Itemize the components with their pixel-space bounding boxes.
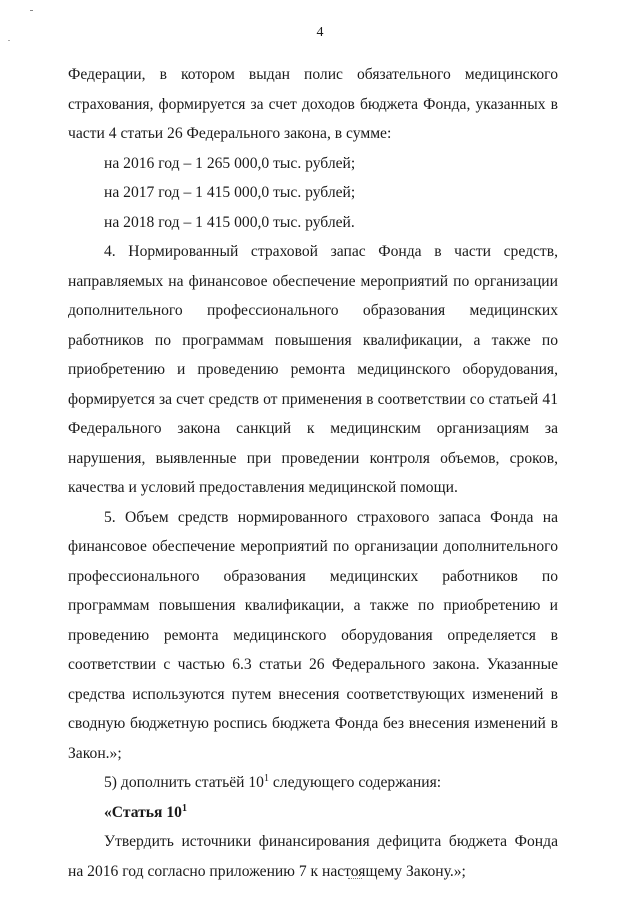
document-body [68, 60, 558, 886]
paragraph-continuation: Федерации, в котором выдан полис обязательного медицинского страхования, формируется за счет доходов бюджета Фонда, указанных в части 4 статьи 26 Федерального закона, в сумме: [68, 66, 558, 142]
amount-line-2017: на 2017 год – 1 415 000,0 тыс. рублей; [104, 184, 356, 201]
superscript: 1 [263, 772, 269, 784]
paragraph-5: 5. Объем средств нормированного страхового запаса Фонда на финансовое обеспечение мероприятий по организации дополнительного профессионального образования медицинских работников по программам повышения квалификации, а также по приобретению и проведению ремонта медицинского оборудования определяется в соответствии с частью 6.3 статьи 26 Федерального закона. Указанные средства используются путем внесения соответствующих изменений в сводную бюджетную роспись бюджета Фонда без внесения изменений в Закон.»; [68, 508, 558, 762]
superscript: 1 [181, 802, 187, 814]
scan-artifact [30, 10, 33, 11]
amount-line-2018: на 2018 год – 1 415 000,0 тыс. рублей. [104, 213, 355, 231]
paragraph-4: 4. Нормированный страховой запас Фонда в части средств, направляемых на финансовое обеспечение мероприятий по организации дополнительного профессионального образования медицинских работников по программам повышения квалификации, а также по приобретению и проведению ремонта медицинского оборудования, формируется за счет средств от применения в соответствии со статьей 41 Федерального закона санкций к медицинским организациям за нарушения, выявленные при проведении контроля объемов, сроков, качества и условий предоставления медицинской помощи. [68, 243, 558, 496]
article-heading-text: «Статья 10 [104, 803, 182, 821]
article-text: Утвердить источники финансирования дефицита бюджета Фонда на 2016 год согласно приложению 7 к настоящему Закону.»; [68, 833, 558, 880]
amount-line-2016: на 2016 год – 1 265 000,0 тыс. рублей; [104, 154, 356, 172]
page-number: 4 [316, 25, 324, 40]
article-heading [68, 798, 558, 828]
supplement-line [68, 768, 558, 798]
supplement-text-after: следующего содержания: [268, 774, 442, 791]
supplement-text-before: 5) дополнить статьёй 10 [104, 774, 264, 791]
